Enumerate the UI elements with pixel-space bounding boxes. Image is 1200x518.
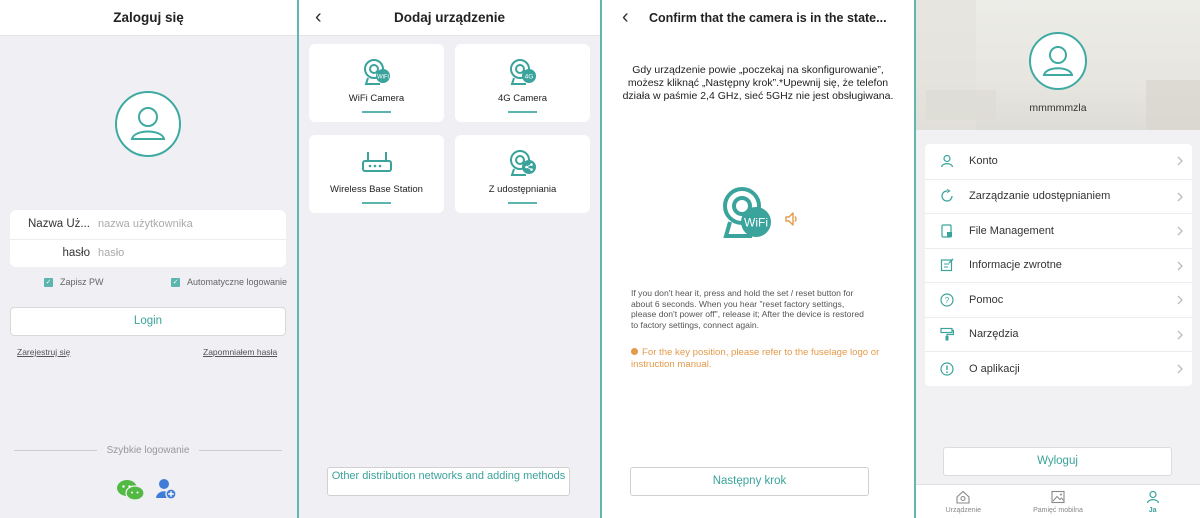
register-link[interactable]: Zarejestruj się <box>17 347 71 357</box>
avatar <box>115 91 181 157</box>
device-tab-icon <box>956 490 970 504</box>
next-step-button[interactable]: Następny krok <box>630 467 869 496</box>
warning-dot-icon <box>631 348 638 355</box>
menu-item-label: Konto <box>969 155 998 168</box>
info-icon <box>940 362 954 376</box>
forgot-password-link[interactable]: Zapomniałem hasła <box>203 347 278 357</box>
menu-item-label: Zarządzanie udostępnianiem <box>969 190 1111 203</box>
speaker-icon <box>784 211 800 227</box>
menu-item-label: Narzędzia <box>969 328 1019 341</box>
password-row[interactable] <box>10 239 286 268</box>
chevron-right-icon <box>1176 155 1184 167</box>
device-name: WiFi Camera <box>348 93 405 104</box>
avatar[interactable] <box>1029 32 1087 90</box>
wechat-icon[interactable] <box>116 478 145 502</box>
menu-item-about[interactable] <box>925 351 1192 386</box>
menu-item-sharing[interactable] <box>925 179 1192 214</box>
quick-login-label: Szybkie logowanie <box>106 445 190 456</box>
save-password-label: Zapisz PW <box>60 277 104 287</box>
user-avatar-icon <box>117 93 179 155</box>
menu-item-feedback[interactable] <box>925 248 1192 283</box>
back-icon[interactable]: ‹ <box>315 6 322 28</box>
device-name: Z udostępniania <box>488 184 557 195</box>
username-row[interactable] <box>10 210 286 239</box>
checkmark-icon: ✓ <box>172 278 179 286</box>
login-button[interactable]: Login <box>10 307 286 336</box>
checkmark-icon: ✓ <box>45 278 52 286</box>
svg-text:WiFi: WiFi <box>376 74 389 81</box>
feedback-icon <box>940 258 954 272</box>
help-icon <box>940 293 954 307</box>
chevron-right-icon <box>1176 225 1184 237</box>
other-methods-button[interactable]: Other distribution networks and adding methods <box>327 467 570 496</box>
password-input[interactable]: hasło <box>98 247 125 260</box>
wifi-badge: WiFi <box>744 215 768 230</box>
password-label: hasło <box>62 247 90 260</box>
login-screen <box>0 0 297 518</box>
logout-button[interactable]: Wyloguj <box>943 447 1172 476</box>
menu-item-tools[interactable] <box>925 317 1192 352</box>
chevron-right-icon <box>1176 363 1184 375</box>
svg-text:?: ? <box>944 295 950 305</box>
4g-camera-icon <box>508 58 538 86</box>
menu-item-label: O aplikacji <box>969 362 1020 375</box>
chevron-right-icon <box>1176 260 1184 272</box>
chevron-right-icon <box>1176 294 1184 306</box>
confirm-navbar <box>602 0 914 36</box>
tab-label: Pamięć mobilna <box>1033 507 1083 514</box>
profile-header <box>916 0 1200 130</box>
menu-item-help[interactable] <box>925 282 1192 317</box>
file-icon <box>940 224 954 238</box>
login-form <box>10 210 286 267</box>
chevron-right-icon <box>1176 191 1184 203</box>
settings-menu <box>925 144 1192 386</box>
add-device-screen <box>299 0 600 518</box>
page-title: Dodaj urządzenie <box>393 10 506 25</box>
username-input[interactable]: nazwa użytkownika <box>98 218 193 231</box>
share-icon <box>940 189 954 203</box>
username: mmmmmzla <box>1029 102 1087 114</box>
tab-device[interactable] <box>916 485 1011 518</box>
tab-label: Ja <box>1148 507 1157 514</box>
device-card-wifi-camera[interactable] <box>309 44 444 122</box>
login-navbar <box>0 0 297 36</box>
page-title: Confirm that the camera is in the state... <box>649 11 887 25</box>
menu-item-file-management[interactable] <box>925 213 1192 248</box>
device-card-wireless-base-station[interactable] <box>309 135 444 213</box>
device-name: 4G Camera <box>497 93 548 104</box>
gallery-tab-icon <box>1051 490 1065 504</box>
reset-instructions: If you don't hear it, press and hold the set / reset button for about 6 seconds. When you hear "reset factory settings, please don't power off", release it; After the device is restored to factory settings, connect again. <box>631 288 864 330</box>
tab-mobile-storage[interactable] <box>1011 485 1106 518</box>
quick-login-divider <box>14 445 282 456</box>
back-icon[interactable]: ‹ <box>622 6 629 28</box>
me-tab-icon <box>1146 490 1160 504</box>
menu-item-label: File Management <box>969 224 1054 237</box>
tab-me[interactable] <box>1105 485 1200 518</box>
router-icon <box>360 149 394 175</box>
device-name: Wireless Base Station <box>330 184 423 195</box>
auto-login-label: Automatyczne logowanie <box>187 277 288 287</box>
device-card-4g-camera[interactable] <box>455 44 590 122</box>
bottom-tab-bar <box>916 484 1200 518</box>
menu-item-account[interactable] <box>925 144 1192 179</box>
profile-screen <box>916 0 1200 518</box>
device-card-shared[interactable] <box>455 135 590 213</box>
menu-item-label: Informacje zwrotne <box>969 259 1062 272</box>
user-icon <box>940 154 954 168</box>
username-label: Nazwa Uż... <box>28 218 90 231</box>
wifi-camera-icon <box>362 58 392 86</box>
share-camera-icon <box>508 149 538 177</box>
tab-label: Urządzenie <box>945 507 982 514</box>
instruction-text: Gdy urządzenie powie „poczekaj na skonfigurowanie”, możesz kliknąć „Następny krok”.*Upewnij się, że telefon działa w paśmie 2,4 GHz, sieć 5GHz nie jest obsługiwana. <box>622 64 894 102</box>
add-user-icon[interactable] <box>155 477 177 501</box>
chevron-right-icon <box>1176 329 1184 341</box>
page-title: Zaloguj się <box>113 10 184 25</box>
user-avatar-icon <box>1031 34 1085 88</box>
add-device-navbar <box>299 0 600 36</box>
svg-text:4G: 4G <box>524 73 533 81</box>
auto-login-checkbox[interactable] <box>171 277 287 287</box>
note-text: For the key position, please refer to the fuselage logo or instruction manual. <box>631 347 880 370</box>
wifi-camera-illustration-icon <box>718 186 774 238</box>
key-position-note <box>631 347 881 371</box>
save-password-checkbox[interactable] <box>44 277 104 287</box>
menu-item-label: Pomoc <box>969 293 1004 306</box>
tools-icon <box>940 327 954 341</box>
confirm-state-screen <box>602 0 914 518</box>
